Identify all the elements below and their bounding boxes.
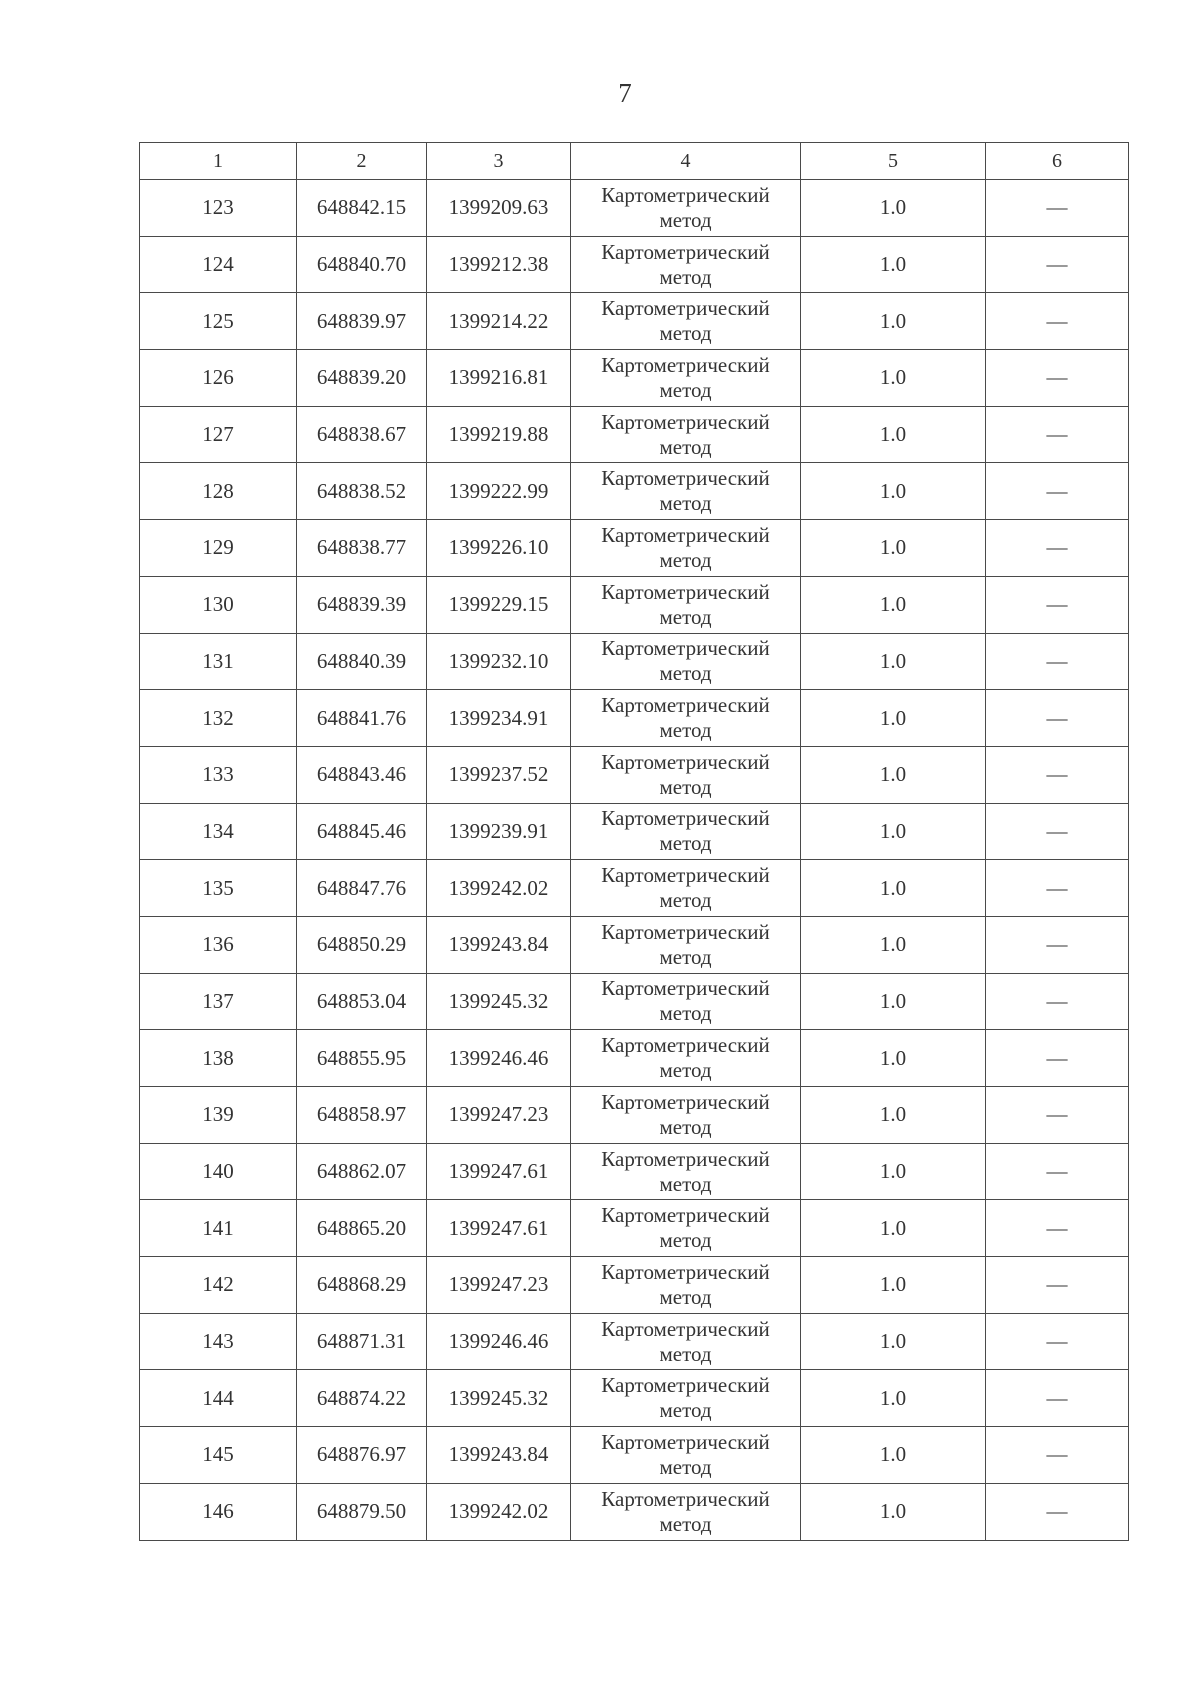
note-cell: —: [986, 1143, 1129, 1200]
x-coordinate-cell: 648853.04: [297, 973, 427, 1030]
note-cell: —: [986, 236, 1129, 293]
method-line-2: метод: [659, 888, 712, 913]
method-cell: [571, 1313, 801, 1370]
method-cell: [571, 1143, 801, 1200]
method-line-1: Картометрический: [601, 919, 770, 944]
method-line-2: метод: [659, 718, 712, 743]
column-header-5: 5: [801, 143, 986, 180]
point-number-cell: 138: [140, 1030, 297, 1087]
table-row: [140, 576, 1129, 633]
x-coordinate-cell: 648868.29: [297, 1257, 427, 1314]
point-number-cell: 130: [140, 576, 297, 633]
column-header-6: 6: [986, 143, 1129, 180]
point-number-cell: 128: [140, 463, 297, 520]
x-coordinate-cell: 648839.97: [297, 293, 427, 350]
y-coordinate-cell: 1399226.10: [427, 520, 571, 577]
method-line-1: Картометрический: [601, 352, 770, 377]
point-number-cell: 139: [140, 1087, 297, 1144]
method-cell: [571, 236, 801, 293]
method-cell: [571, 350, 801, 407]
table-row: [140, 1313, 1129, 1370]
accuracy-cell: 1.0: [801, 1483, 986, 1540]
note-cell: —: [986, 803, 1129, 860]
method-line-1: Картометрический: [601, 579, 770, 604]
y-coordinate-cell: 1399246.46: [427, 1313, 571, 1370]
table-row: [140, 690, 1129, 747]
method-cell: [571, 973, 801, 1030]
method-line-2: метод: [659, 661, 712, 686]
table-row: [140, 1483, 1129, 1540]
method-line-1: Картометрический: [601, 182, 770, 207]
table-row: [140, 236, 1129, 293]
accuracy-cell: 1.0: [801, 1427, 986, 1484]
point-number-cell: 129: [140, 520, 297, 577]
method-line-2: метод: [659, 547, 712, 572]
method-line-2: метод: [659, 321, 712, 346]
point-number-cell: 125: [140, 293, 297, 350]
method-line-2: метод: [659, 1511, 712, 1536]
method-line-1: Картометрический: [601, 296, 770, 321]
y-coordinate-cell: 1399239.91: [427, 803, 571, 860]
y-coordinate-cell: 1399247.61: [427, 1200, 571, 1257]
accuracy-cell: 1.0: [801, 746, 986, 803]
table-body: [140, 180, 1129, 1541]
method-cell: [571, 406, 801, 463]
method-line-2: метод: [659, 944, 712, 969]
x-coordinate-cell: 648840.39: [297, 633, 427, 690]
method-line-1: Картометрический: [601, 976, 770, 1001]
accuracy-cell: 1.0: [801, 860, 986, 917]
y-coordinate-cell: 1399243.84: [427, 916, 571, 973]
y-coordinate-cell: 1399212.38: [427, 236, 571, 293]
accuracy-cell: 1.0: [801, 293, 986, 350]
note-cell: —: [986, 1483, 1129, 1540]
x-coordinate-cell: 648865.20: [297, 1200, 427, 1257]
note-cell: —: [986, 973, 1129, 1030]
method-line-2: метод: [659, 207, 712, 232]
point-number-cell: 144: [140, 1370, 297, 1427]
method-cell: [571, 690, 801, 747]
y-coordinate-cell: 1399209.63: [427, 180, 571, 237]
method-cell: [571, 746, 801, 803]
y-coordinate-cell: 1399222.99: [427, 463, 571, 520]
y-coordinate-cell: 1399237.52: [427, 746, 571, 803]
note-cell: —: [986, 633, 1129, 690]
table-row: [140, 293, 1129, 350]
method-line-2: метод: [659, 831, 712, 856]
x-coordinate-cell: 648850.29: [297, 916, 427, 973]
coordinates-table: [139, 142, 1129, 1541]
accuracy-cell: 1.0: [801, 1087, 986, 1144]
accuracy-cell: 1.0: [801, 406, 986, 463]
point-number-cell: 134: [140, 803, 297, 860]
note-cell: —: [986, 690, 1129, 747]
method-line-1: Картометрический: [601, 693, 770, 718]
y-coordinate-cell: 1399246.46: [427, 1030, 571, 1087]
method-line-1: Картометрический: [601, 522, 770, 547]
method-line-2: метод: [659, 1398, 712, 1423]
table-row: [140, 406, 1129, 463]
point-number-cell: 123: [140, 180, 297, 237]
y-coordinate-cell: 1399219.88: [427, 406, 571, 463]
y-coordinate-cell: 1399245.32: [427, 1370, 571, 1427]
point-number-cell: 131: [140, 633, 297, 690]
method-cell: [571, 180, 801, 237]
accuracy-cell: 1.0: [801, 1030, 986, 1087]
accuracy-cell: 1.0: [801, 180, 986, 237]
header-row: [140, 143, 1129, 180]
method-line-1: Картометрический: [601, 806, 770, 831]
accuracy-cell: 1.0: [801, 803, 986, 860]
x-coordinate-cell: 648874.22: [297, 1370, 427, 1427]
note-cell: —: [986, 463, 1129, 520]
note-cell: —: [986, 860, 1129, 917]
x-coordinate-cell: 648840.70: [297, 236, 427, 293]
y-coordinate-cell: 1399232.10: [427, 633, 571, 690]
note-cell: —: [986, 916, 1129, 973]
note-cell: —: [986, 293, 1129, 350]
point-number-cell: 141: [140, 1200, 297, 1257]
table-row: [140, 463, 1129, 520]
x-coordinate-cell: 648858.97: [297, 1087, 427, 1144]
method-cell: [571, 916, 801, 973]
x-coordinate-cell: 648847.76: [297, 860, 427, 917]
accuracy-cell: 1.0: [801, 1257, 986, 1314]
method-line-1: Картометрический: [601, 1203, 770, 1228]
method-line-2: метод: [659, 604, 712, 629]
accuracy-cell: 1.0: [801, 350, 986, 407]
column-header-1: 1: [140, 143, 297, 180]
note-cell: —: [986, 1087, 1129, 1144]
method-line-1: Картометрический: [601, 1033, 770, 1058]
note-cell: —: [986, 180, 1129, 237]
x-coordinate-cell: 648845.46: [297, 803, 427, 860]
point-number-cell: 132: [140, 690, 297, 747]
y-coordinate-cell: 1399243.84: [427, 1427, 571, 1484]
method-line-1: Картометрический: [601, 1429, 770, 1454]
page-number: 7: [618, 78, 632, 108]
method-line-2: метод: [659, 774, 712, 799]
y-coordinate-cell: 1399245.32: [427, 973, 571, 1030]
table-row: [140, 1370, 1129, 1427]
x-coordinate-cell: 648843.46: [297, 746, 427, 803]
accuracy-cell: 1.0: [801, 1200, 986, 1257]
method-line-2: метод: [659, 434, 712, 459]
method-cell: [571, 463, 801, 520]
accuracy-cell: 1.0: [801, 576, 986, 633]
x-coordinate-cell: 648862.07: [297, 1143, 427, 1200]
note-cell: —: [986, 576, 1129, 633]
table-row: [140, 803, 1129, 860]
column-header-3: 3: [427, 143, 571, 180]
y-coordinate-cell: 1399247.23: [427, 1257, 571, 1314]
accuracy-cell: 1.0: [801, 463, 986, 520]
y-coordinate-cell: 1399247.61: [427, 1143, 571, 1200]
table-row: [140, 860, 1129, 917]
method-cell: [571, 803, 801, 860]
point-number-cell: 140: [140, 1143, 297, 1200]
note-cell: —: [986, 1313, 1129, 1370]
note-cell: —: [986, 1427, 1129, 1484]
table-row: [140, 1030, 1129, 1087]
method-cell: [571, 576, 801, 633]
x-coordinate-cell: 648855.95: [297, 1030, 427, 1087]
table-row: [140, 1427, 1129, 1484]
method-cell: [571, 1030, 801, 1087]
table-row: [140, 1143, 1129, 1200]
accuracy-cell: 1.0: [801, 973, 986, 1030]
y-coordinate-cell: 1399234.91: [427, 690, 571, 747]
accuracy-cell: 1.0: [801, 916, 986, 973]
method-cell: [571, 293, 801, 350]
y-coordinate-cell: 1399242.02: [427, 1483, 571, 1540]
method-line-1: Картометрический: [601, 1146, 770, 1171]
note-cell: —: [986, 1030, 1129, 1087]
note-cell: —: [986, 406, 1129, 463]
point-number-cell: 145: [140, 1427, 297, 1484]
table-row: [140, 1200, 1129, 1257]
method-line-1: Картометрический: [601, 1089, 770, 1114]
method-cell: [571, 633, 801, 690]
method-line-2: метод: [659, 1114, 712, 1139]
y-coordinate-cell: 1399247.23: [427, 1087, 571, 1144]
table-row: [140, 520, 1129, 577]
method-line-2: метод: [659, 377, 712, 402]
point-number-cell: 142: [140, 1257, 297, 1314]
method-cell: [571, 860, 801, 917]
x-coordinate-cell: 648871.31: [297, 1313, 427, 1370]
method-line-1: Картометрический: [601, 1316, 770, 1341]
method-line-1: Картометрический: [601, 409, 770, 434]
note-cell: —: [986, 520, 1129, 577]
note-cell: —: [986, 1370, 1129, 1427]
accuracy-cell: 1.0: [801, 633, 986, 690]
x-coordinate-cell: 648842.15: [297, 180, 427, 237]
method-cell: [571, 1200, 801, 1257]
table-row: [140, 1087, 1129, 1144]
point-number-cell: 126: [140, 350, 297, 407]
method-cell: [571, 1370, 801, 1427]
table-row: [140, 916, 1129, 973]
point-number-cell: 127: [140, 406, 297, 463]
accuracy-cell: 1.0: [801, 1313, 986, 1370]
note-cell: —: [986, 746, 1129, 803]
x-coordinate-cell: 648876.97: [297, 1427, 427, 1484]
method-cell: [571, 520, 801, 577]
column-header-2: 2: [297, 143, 427, 180]
method-cell: [571, 1257, 801, 1314]
x-coordinate-cell: 648838.77: [297, 520, 427, 577]
method-line-2: метод: [659, 264, 712, 289]
method-line-2: метод: [659, 1228, 712, 1253]
y-coordinate-cell: 1399216.81: [427, 350, 571, 407]
note-cell: —: [986, 350, 1129, 407]
method-line-2: метод: [659, 1341, 712, 1366]
table-row: [140, 973, 1129, 1030]
method-line-1: Картометрический: [601, 1259, 770, 1284]
point-number-cell: 135: [140, 860, 297, 917]
accuracy-cell: 1.0: [801, 690, 986, 747]
method-line-2: метод: [659, 1058, 712, 1083]
note-cell: —: [986, 1257, 1129, 1314]
method-line-1: Картометрический: [601, 1486, 770, 1511]
x-coordinate-cell: 648839.20: [297, 350, 427, 407]
accuracy-cell: 1.0: [801, 1143, 986, 1200]
method-line-2: метод: [659, 1001, 712, 1026]
x-coordinate-cell: 648838.52: [297, 463, 427, 520]
table-header: [140, 143, 1129, 180]
x-coordinate-cell: 648838.67: [297, 406, 427, 463]
y-coordinate-cell: 1399229.15: [427, 576, 571, 633]
table-row: [140, 633, 1129, 690]
method-line-2: метод: [659, 1284, 712, 1309]
point-number-cell: 137: [140, 973, 297, 1030]
method-cell: [571, 1427, 801, 1484]
x-coordinate-cell: 648839.39: [297, 576, 427, 633]
x-coordinate-cell: 648879.50: [297, 1483, 427, 1540]
method-line-1: Картометрический: [601, 1373, 770, 1398]
method-line-1: Картометрический: [601, 863, 770, 888]
y-coordinate-cell: 1399242.02: [427, 860, 571, 917]
point-number-cell: 136: [140, 916, 297, 973]
y-coordinate-cell: 1399214.22: [427, 293, 571, 350]
point-number-cell: 143: [140, 1313, 297, 1370]
method-line-2: метод: [659, 491, 712, 516]
table-row: [140, 746, 1129, 803]
column-header-4: 4: [571, 143, 801, 180]
point-number-cell: 124: [140, 236, 297, 293]
x-coordinate-cell: 648841.76: [297, 690, 427, 747]
note-cell: —: [986, 1200, 1129, 1257]
point-number-cell: 146: [140, 1483, 297, 1540]
method-line-1: Картометрический: [601, 466, 770, 491]
table-row: [140, 1257, 1129, 1314]
table-row: [140, 350, 1129, 407]
table-row: [140, 180, 1129, 237]
accuracy-cell: 1.0: [801, 236, 986, 293]
method-cell: [571, 1483, 801, 1540]
accuracy-cell: 1.0: [801, 1370, 986, 1427]
method-line-1: Картометрический: [601, 636, 770, 661]
method-line-2: метод: [659, 1454, 712, 1479]
method-cell: [571, 1087, 801, 1144]
method-line-1: Картометрический: [601, 749, 770, 774]
method-line-2: метод: [659, 1171, 712, 1196]
accuracy-cell: 1.0: [801, 520, 986, 577]
method-line-1: Картометрический: [601, 239, 770, 264]
point-number-cell: 133: [140, 746, 297, 803]
